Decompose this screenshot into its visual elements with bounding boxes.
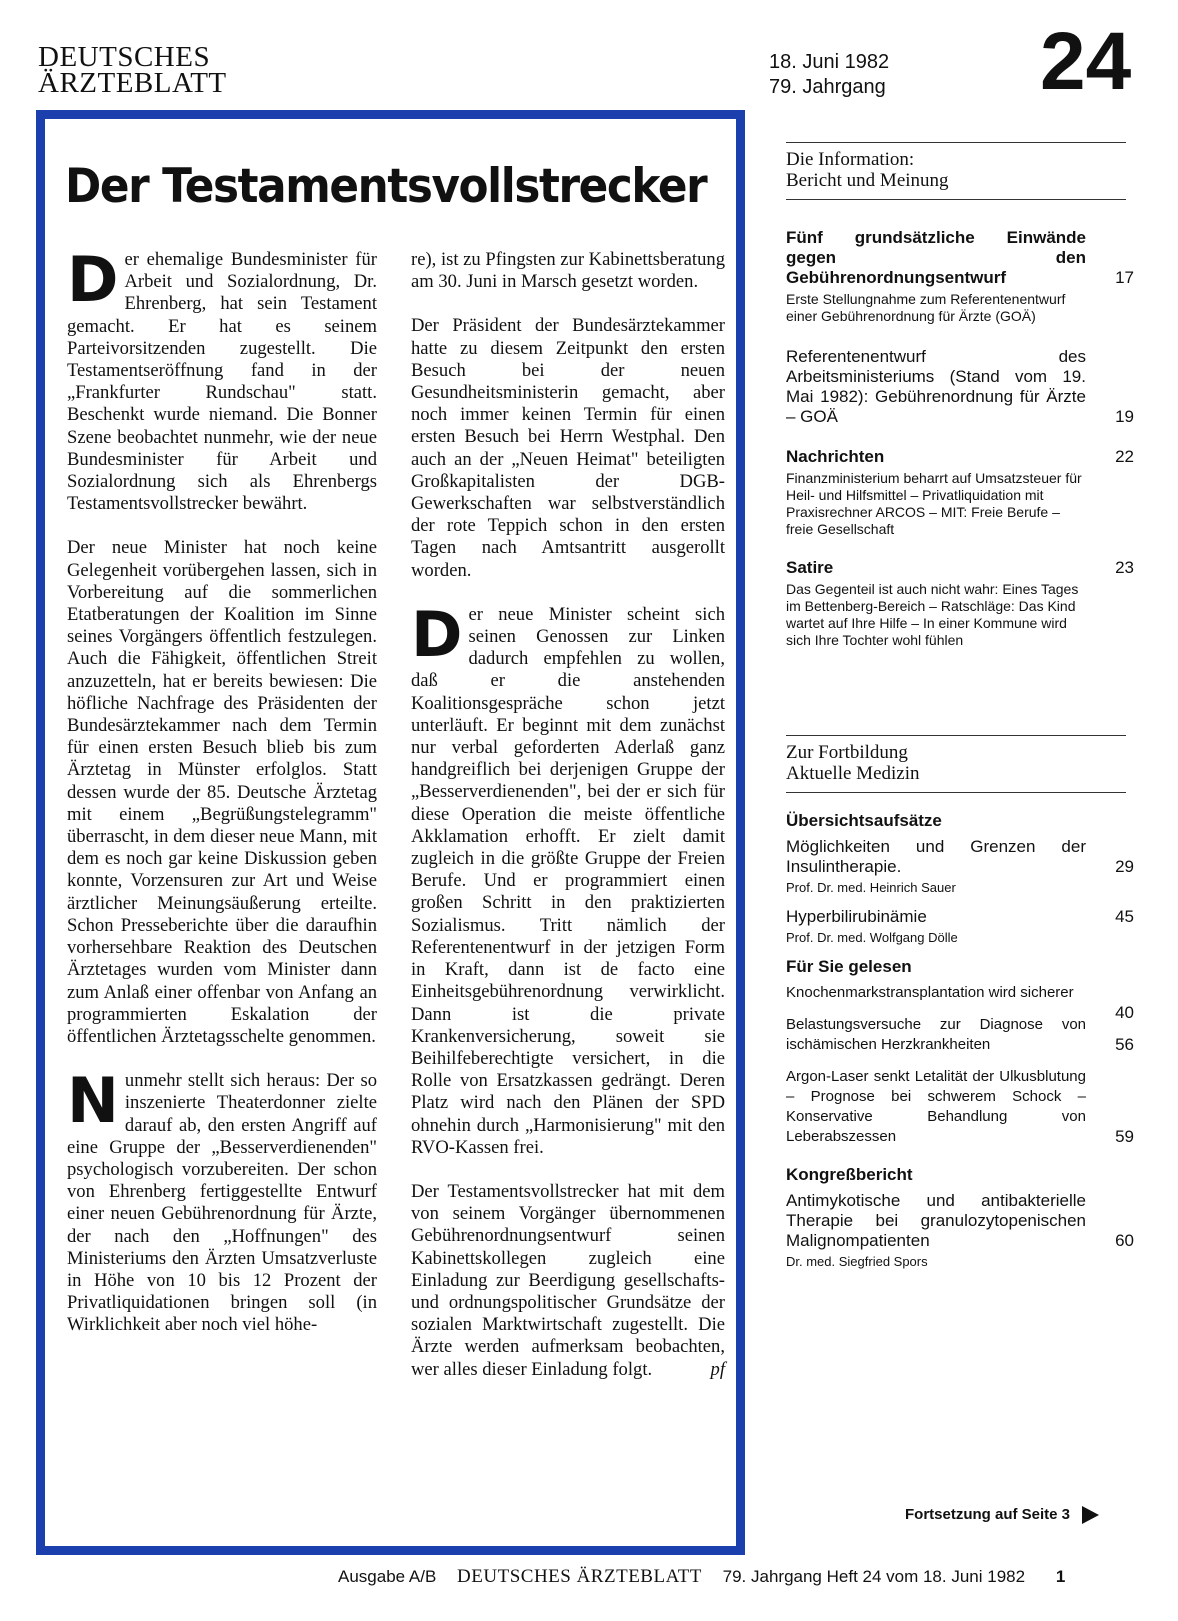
toc-page-number: 45 <box>1115 907 1134 926</box>
section-heading <box>786 742 1142 784</box>
section-heading <box>786 149 1142 191</box>
drop-cap: N <box>67 1064 119 1138</box>
toc-entry-title: Fünf grundsätzliche Einwände gegen den Gebührenordnungsentwurf <box>786 228 1086 287</box>
section-heading-line: Die Information: <box>786 149 915 170</box>
toc-page-number: 40 <box>1115 1003 1134 1022</box>
arrow-right-icon <box>1082 1506 1099 1524</box>
drop-cap: D <box>411 597 463 671</box>
continuation-note[interactable] <box>905 1506 1099 1524</box>
footer-edition: Ausgabe A/B <box>338 1567 437 1586</box>
footer-brand: DEUTSCHES ÄRZTEBLATT <box>457 1566 702 1587</box>
toc-entry-description: Das Gegenteil ist auch nicht wahr: Eines Tages im Bettenberg-Bereich – Ratschläge: Das Kind wartet auf Ihre Hilfe – In einer Kommune wird sich Ihre Tochter wohl fühlen <box>786 581 1079 648</box>
paragraph-text: Der Testamentsvollstrecker hat mit dem von seinem Vorgänger übernommenen Gebührenordnungsentwurf seinen Kabinettskollegen zugleich eine Einladung zur Beerdigung gesellschafts- und ordnungspolitischer Grundsätze der sozialen Marktwirtschaft zugestellt. Die Ärzte werden aufmerksam beobachten, wer alles dieser Einladung folgt. <box>411 1180 725 1380</box>
toc-entry-title: Belastungsversuche zur Diagnose von ischämischen Herzkrankheiten <box>786 1016 1086 1053</box>
toc-entry-author: Prof. Dr. med. Heinrich Sauer <box>786 880 956 895</box>
section-heading-line: Zur Fortbildung <box>786 742 908 763</box>
toc-entry[interactable] <box>786 447 1142 538</box>
toc-entry[interactable] <box>786 1015 1142 1055</box>
masthead-line2: ÄRZTEBLATT <box>38 67 227 99</box>
editorial-paragraph <box>67 243 377 515</box>
toc-page-number: 17 <box>1115 268 1134 287</box>
section-rule <box>786 199 1126 200</box>
editorial-paragraph: re), ist zu Pfingsten zur Kabinettsberatung am 30. Juni in Marsch gesetzt worden. <box>411 249 725 293</box>
toc-entry-author: Prof. Dr. med. Wolfgang Dölle <box>786 930 958 945</box>
toc-subheading: Übersichtsaufsätze <box>786 811 942 830</box>
toc-page-number: 60 <box>1115 1231 1134 1250</box>
editorial-title: Der Testamentsvollstrecker <box>65 159 707 214</box>
toc-page-number: 29 <box>1115 857 1134 876</box>
section-rule <box>786 142 1126 143</box>
editorial-paragraph: Der Präsident der Bundesärztekammer hatte zu diesem Zeitpunkt den ersten Besuch bei der neuen Gesundheitsministerin gemacht, aber noch immer keinen Termin für einen ersten Besuch bei Herrn Westphal. Den auch an der „Neuen Heimat" beteiligten Großkapitalisten der DGB-Gewerkschaften war selbstverständlich der rote Teppich schon in den ersten Tagen nach Amtsantritt ausgerollt worden. <box>411 315 725 581</box>
issue-date: 18. Juni 1982 <box>769 51 890 73</box>
toc-entry-title: Referentenentwurf des Arbeitsministeriums (Stand vom 19. Mai 1982): Gebührenordnung für Ärzte – GOÄ <box>786 347 1086 426</box>
page-footer <box>338 1566 1065 1588</box>
section-heading-line: Bericht und Meinung <box>786 170 949 191</box>
paragraph-text: er ehemalige Bundesminister für Arbeit und Sozialordnung, Dr. Ehrenberg, hat sein Testament gemacht. Er hat es seinem Parteivorsitzenden zugestellt. Die Testamentseröffnung fand in der „Frankfurter Rundschau" statt. Beschenkt wurde niemand. Die Bonner Szene beobachtet nunmehr, wie der neue Bundesminister für Arbeit und Sozialordnung sich als Ehrenbergs Testamentsvollstrecker bewährt. <box>67 249 377 515</box>
editorial-paragraph <box>411 1181 725 1381</box>
paragraph-text: unmehr stellt sich heraus: Der so inszenierte Theaterdonner zielte darauf ab, den ersten Angriff auf eine Gruppe der „Besserverdienenden" psychologisch vorzubereiten. Der schon von Ehrenberg fertiggestellte Entwurf einer neuen Gebührenordnung für Ärzte, der nach den „Hoffnungen" des Ministeriums den Ärzten Umsatzverluste in Höhe von 10 bis 12 Prozent der Privatliquidationen bringen soll (in Wirklichkeit aber noch viel höhe- <box>67 1070 377 1336</box>
toc-entry[interactable] <box>786 837 1142 895</box>
toc-entry-title: Argon-Laser senkt Letalität der Ulkusblutung – Prognose bei schwerem Schock – Konservative Behandlung von Leberabszessen <box>786 1068 1086 1145</box>
toc-entry[interactable] <box>786 983 1142 1022</box>
footer-page-number: 1 <box>1055 1567 1066 1586</box>
continuation-text: Fortsetzung auf Seite 3 <box>905 1506 1071 1523</box>
toc-entry[interactable] <box>786 228 1142 325</box>
paragraph-text: er neue Minister scheint sich seinen Genossen zur Linken dadurch empfehlen zu wollen, daß er die anstehenden Koalitionsgespräche schon jetzt unterläuft. Er beginnt mit dem zunächst nur verbal geforderten Aderlaß ganz handgreiflich bei derjenigen Gruppe der „Besserverdienenden", bei der er sich für diese Operation die meiste öffentliche Akklamation erhofft. Er zielt damit zugleich in die größte Gruppe der Freien Berufe. Und er programmiert einen großen Schritt in den praktizierten Sozialismus. Tritt nämlich der Referentenentwurf in der jetzigen Form in Kraft, dann ist de facto eine Einheitsgebührenordnung verwirklicht. Dann ist die private Krankenversicherung, soweit sie Beihilfeberechtigte versichert, in die Rolle von Ersatzkassen gedrängt. Deren Platz wird nach den Plänen der SPD ohnehin durch „Harmonisierung" mit den RVO-Kassen frei. <box>411 603 725 1158</box>
toc-page-number: 56 <box>1115 1035 1134 1054</box>
toc-entry-title: Antimykotische und antibakterielle Therapie bei granulozytopenischen Malignompatienten <box>786 1191 1086 1250</box>
toc-entry-description: Finanzministerium beharrt auf Umsatzsteuer für Heil- und Hilfsmittel – Privatliquidation mit Praxisrechner ARCOS – MIT: Freie Berufe – freie Gesellschaft <box>786 470 1082 537</box>
drop-cap: D <box>67 243 119 316</box>
editorial-column-left <box>67 243 377 1359</box>
toc-entry[interactable] <box>786 1067 1142 1147</box>
author-signature: pf <box>710 1358 725 1380</box>
toc-entry[interactable] <box>786 347 1142 427</box>
toc-entry-title: Möglichkeiten und Grenzen der Insulintherapie. <box>786 837 1086 876</box>
toc-entry-title: Hyperbilirubinämie <box>786 907 927 926</box>
issue-number: 24 <box>1040 16 1132 107</box>
editorial-paragraph: Der neue Minister hat noch keine Gelegenheit vorübergehen lassen, sich in Vorbereitung auf die sommerlichen Etatberatungen der Koalition im Sinne seines Vorgängers öffentlich festzulegen. Auch die Fähigkeit, öffentlichen Streit anzuzetteln, hat er bereits bewiesen: Die höfliche Nachfrage des Präsidenten der Bundesärztekammer nach dem Termin für einen ersten Besuch blieb bis zum Ärztetag in Münster erfolglos. Statt dessen wurde der 85. Deutsche Ärztetag mit einem „Begrüßungstelegramm" überrascht, in dem dieser neue Mann, mit dem es noch gar keine Diskussion geben konnte, Vorzensuren zur Art und Weise ärztlicher Meinungsäußerung erteilte. Schon Presseberichte über die daraufhin vorhersehbare Reaktion des Deutschen Ärztetages wurden vom Minister dann zum Anlaß einer offenbar von Anfang an programmierten Eskalation der öffentlichen Ärztetagsschelte genommen. <box>67 537 377 1047</box>
section-rule <box>786 735 1126 736</box>
section-heading-line: Aktuelle Medizin <box>786 763 920 784</box>
masthead-logo <box>38 41 227 99</box>
table-of-contents <box>786 110 1142 1281</box>
toc-entry-title: Satire <box>786 558 834 577</box>
editorial-box <box>36 110 745 1555</box>
footer-issue-info: 79. Jahrgang Heft 24 vom 18. Juni 1982 <box>722 1567 1026 1586</box>
masthead-line1: DEUTSCHES <box>38 41 211 73</box>
toc-entry-author: Dr. med. Siegfried Spors <box>786 1254 928 1269</box>
toc-page-number: 23 <box>1115 558 1134 577</box>
issue-volume: 79. Jahrgang <box>769 76 886 98</box>
toc-entry[interactable] <box>786 1191 1142 1269</box>
editorial-column-right <box>411 249 725 1403</box>
toc-entry-title: Knochenmarkstransplantation wird sicherer <box>786 984 1074 1001</box>
editorial-paragraph <box>67 1064 377 1336</box>
toc-entry[interactable] <box>786 907 1142 945</box>
toc-entry-title: Nachrichten <box>786 447 885 466</box>
editorial-paragraph <box>411 597 725 1159</box>
toc-page-number: 22 <box>1115 447 1134 466</box>
toc-page-number: 59 <box>1115 1127 1134 1146</box>
toc-subheading: Für Sie gelesen <box>786 957 912 976</box>
issue-date-block <box>769 50 889 100</box>
toc-subheading: Kongreßbericht <box>786 1165 913 1184</box>
toc-entry[interactable] <box>786 558 1142 649</box>
section-rule <box>786 792 1126 793</box>
toc-page-number: 19 <box>1115 407 1134 426</box>
toc-entry-description: Erste Stellungnahme zum Referentenentwurf einer Gebührenordnung für Ärzte (GOÄ) <box>786 291 1066 324</box>
